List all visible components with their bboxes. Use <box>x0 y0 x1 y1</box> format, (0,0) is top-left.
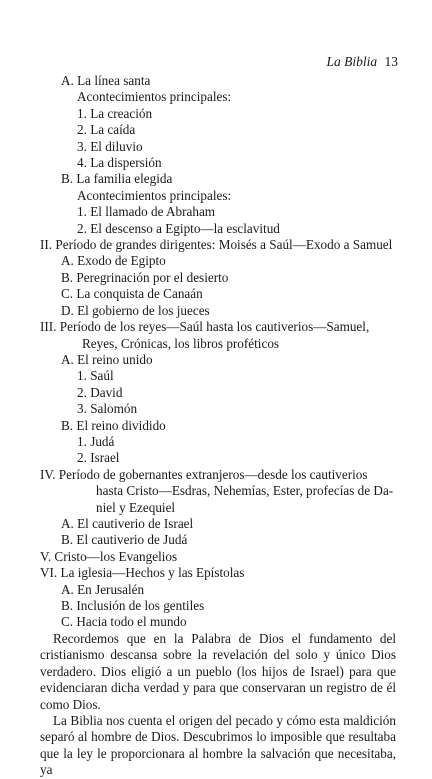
paragraph: Recordemos que en la Palabra de Dios el fundamento del cristianismo descansa sobre la revelación del solo y único Dios verdadero. Dios eligió a un pueblo (los hijos de Israel) para que evidenciaran dicha verdad y para que conservaran un registro de él como Dios. <box>40 631 396 712</box>
outline-line: C. La conquista de Canaán <box>61 286 203 302</box>
outline-line: B. El reino dividido <box>61 417 166 433</box>
outline-line: 4. La dispersión <box>77 155 162 171</box>
outline-line: B. La familia elegida <box>61 171 173 187</box>
outline-line: 3. Salomón <box>77 401 138 417</box>
outline-line: 1. Saúl <box>77 368 114 384</box>
outline-line: Acontecimientos principales: <box>77 187 232 203</box>
outline-line: VI. La iglesia—Hechos y las Epístolas <box>40 565 245 581</box>
outline-line: 2. Israel <box>77 450 120 466</box>
outline-line: IV. Período de gobernantes extranjeros—desde los cautiverios <box>40 466 368 482</box>
outline-line: niel y Ezequiel <box>96 499 176 515</box>
outline-line: 2. David <box>77 384 123 400</box>
page-number: 13 <box>384 54 398 69</box>
outline-line: D. El gobierno de los jueces <box>61 302 210 318</box>
outline-line: A. En Jerusalén <box>61 581 145 597</box>
outline-line: 1. Judá <box>77 433 115 449</box>
running-header-title: La Biblia <box>326 54 378 69</box>
outline-line: hasta Cristo—Esdras, Nehemías, Ester, profecías de Da- <box>96 483 394 499</box>
outline-line: A. El cautiverio de Israel <box>61 515 194 531</box>
outline-line: 1. El llamado de Abraham <box>77 204 216 220</box>
outline-line: 1. La creación <box>77 105 153 121</box>
outline-line: Reyes, Crónicas, los libros proféticos <box>82 335 280 351</box>
outline-line: 3. El diluvio <box>77 138 143 154</box>
outline-line: B. El cautiverio de Judá <box>61 532 188 548</box>
outline-line: III. Período de los reyes—Saúl hasta los cautiverios—Samuel, <box>40 319 370 335</box>
paragraph: La Biblia nos cuenta el origen del pecado y cómo esta maldición separó al hombre de Dios. Descubrimos lo imposible que resultaba que la ley le proporcionara al hombre la salvación que necesitaba, ya <box>40 713 396 778</box>
outline-line: A. El reino unido <box>61 351 153 367</box>
outline-line: C. Hacia todo el mundo <box>61 614 187 630</box>
outline-line: Acontecimientos principales: <box>77 89 232 105</box>
book-outline <box>0 73 432 631</box>
outline-line: II. Período de grandes dirigentes: Moisés a Saúl—Exodo a Samuel <box>40 237 393 253</box>
outline-line: B. Inclusión de los gentiles <box>61 598 205 613</box>
outline-line: B. Peregrinación por el desierto <box>61 269 229 285</box>
outline-line: A. La línea santa <box>61 73 151 88</box>
outline-line: A. Exodo de Egipto <box>61 253 166 269</box>
body-text <box>40 631 396 779</box>
outline-line: V. Cristo—los Evangelios <box>40 548 178 564</box>
outline-line: 2. El descenso a Egipto—la esclavitud <box>77 220 280 236</box>
running-header <box>326 54 398 70</box>
outline-line: 2. La caída <box>77 122 136 138</box>
